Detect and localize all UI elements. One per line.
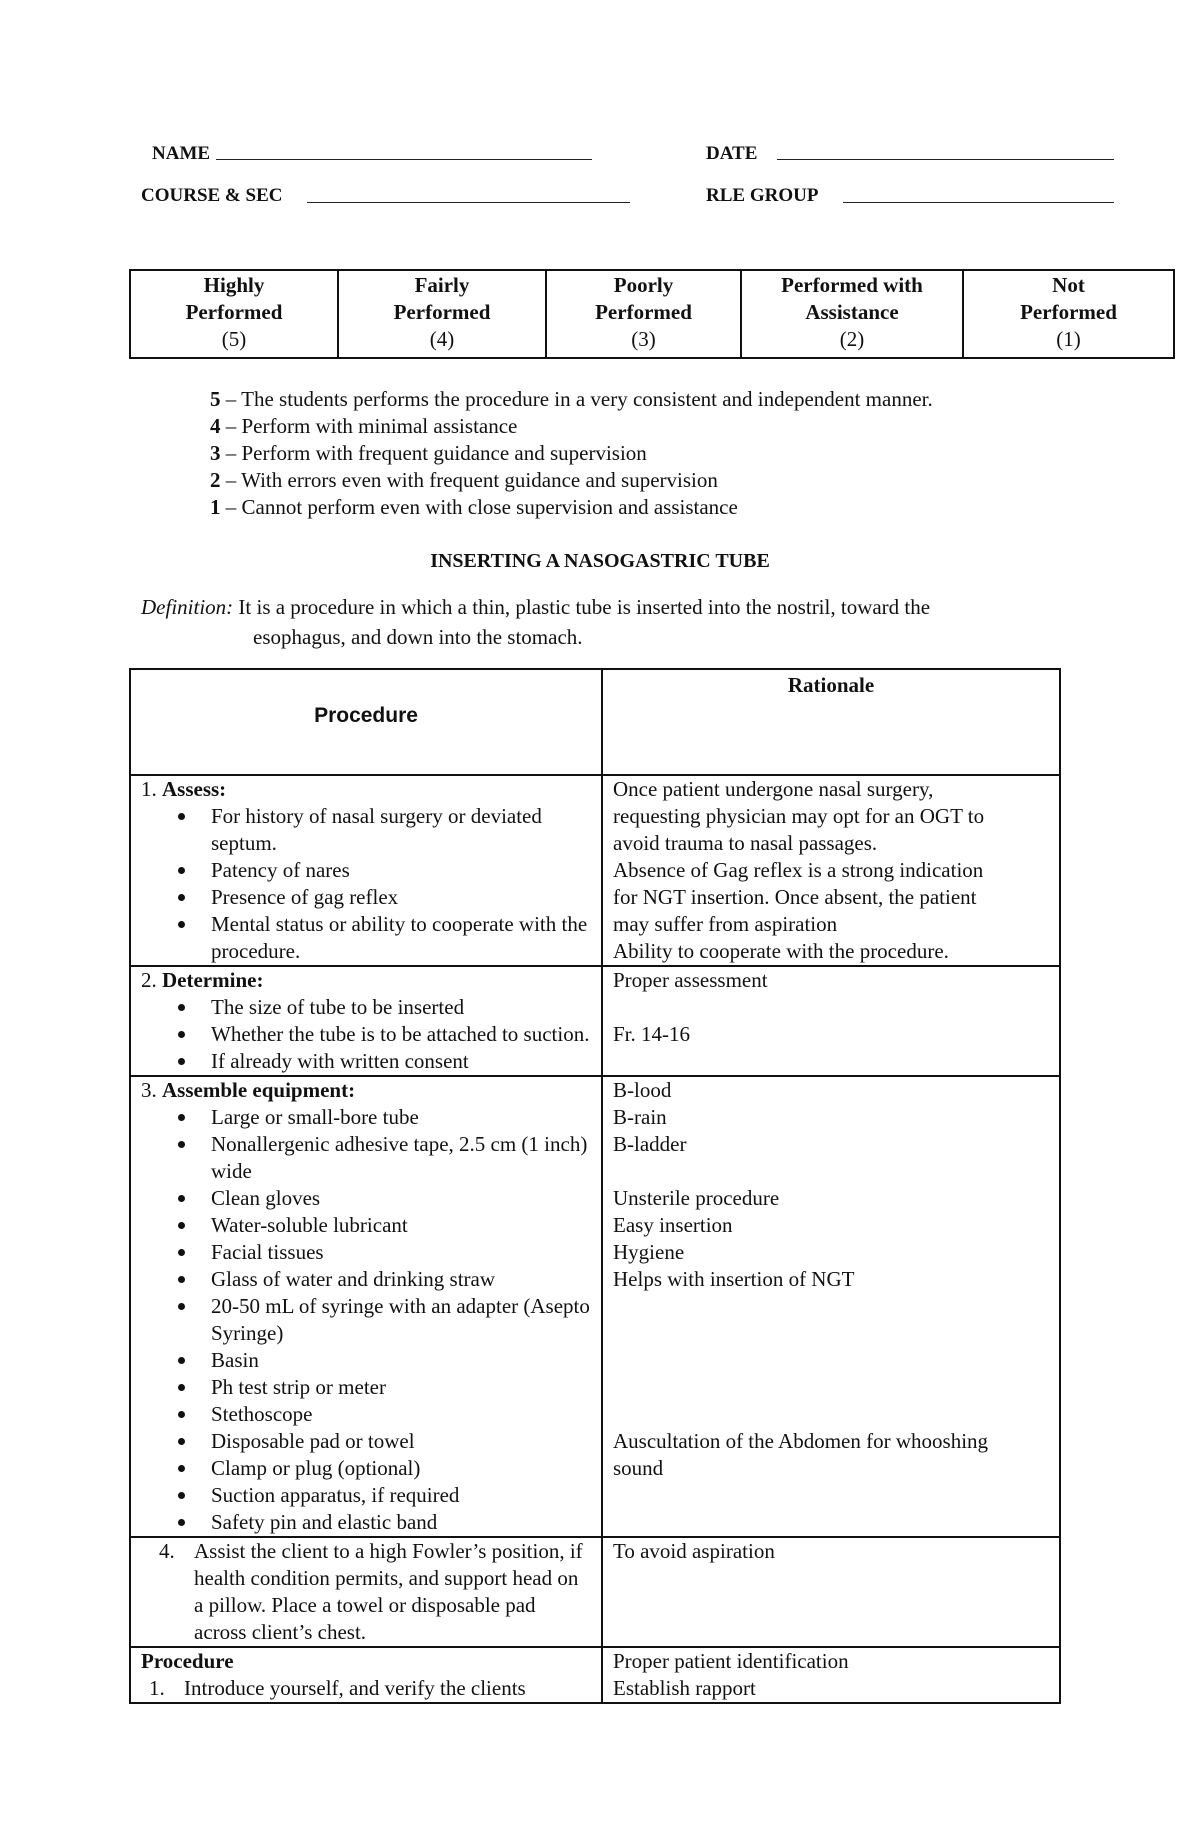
scale-highly-performed: Highly Performed (5) bbox=[130, 270, 338, 358]
list-item: Presence of gag reflex bbox=[211, 884, 591, 911]
rle-label: RLE GROUP bbox=[706, 185, 819, 206]
list-item: Stethoscope bbox=[211, 1401, 591, 1428]
rationale-cell: To avoid aspiration bbox=[602, 1537, 1060, 1647]
legend-item: 5 – The students performs the procedure in a very consistent and independent manner. bbox=[210, 387, 933, 411]
list-item: Disposable pad or towel bbox=[211, 1428, 591, 1455]
table-row bbox=[130, 775, 1060, 966]
scale-performed-with-assistance: Performed with Assistance (2) bbox=[741, 270, 963, 358]
list-item: Suction apparatus, if required bbox=[211, 1482, 591, 1509]
list-item: Whether the tube is to be attached to suction. bbox=[211, 1022, 590, 1046]
list-item: Water-soluble lubricant bbox=[211, 1212, 591, 1239]
procedure-cell: 1. Assess: For history of nasal surgery or deviated septum. Patency of nares Presence of gag reflex Mental status or ability to cooperate with the procedure. bbox=[130, 775, 602, 966]
list-item: Clamp or plug (optional) bbox=[211, 1455, 591, 1482]
legend-item: 1 – Cannot perform even with close supervision and assistance bbox=[210, 495, 738, 519]
scale-not-performed: Not Performed (1) bbox=[963, 270, 1174, 358]
list-item: 20-50 mL of syringe with an adapter (Asepto Syringe) bbox=[211, 1294, 590, 1345]
rationale-cell: Proper patient identification Establish rapport bbox=[602, 1647, 1060, 1703]
procedure-cell: 2. Determine: The size of tube to be inserted Whether the tube is to be attached to suction. If already with written consent bbox=[130, 966, 602, 1076]
list-item: Ph test strip or meter bbox=[211, 1374, 591, 1401]
legend-item: 4 – Perform with minimal assistance bbox=[210, 414, 518, 438]
list-item: Facial tissues bbox=[211, 1239, 591, 1266]
list-item: Safety pin and elastic band bbox=[211, 1509, 591, 1536]
list-item: Mental status or ability to cooperate with the procedure. bbox=[211, 911, 591, 965]
page-title: INSERTING A NASOGASTRIC TUBE bbox=[430, 550, 770, 572]
list-item: For history of nasal surgery or deviated septum. bbox=[211, 803, 591, 857]
table-row bbox=[130, 1076, 1060, 1537]
rationale-column-header: Rationale bbox=[602, 669, 1060, 775]
procedure-cell: 3. Assemble equipment: Large or small-bore tube Nonallergenic adhesive tape, 2.5 cm (1 inch) wide Clean gloves Water-soluble lubricant Facial tissues Glass of water and drinking straw 20-50 mL of syringe with an adapter (Asepto Syringe) Basin Ph test strip or meter Stethoscope Disposable pad or towel Clamp or plug (optional) Suction apparatus, if required Safety pin and elastic band bbox=[130, 1076, 602, 1537]
course-label: COURSE & SEC bbox=[141, 185, 283, 206]
definition: Definition: It is a procedure in which a thin, plastic tube is inserted into the nostril, toward the esophagus, and down into the stomach. bbox=[141, 595, 931, 649]
list-item: The size of tube to be inserted bbox=[211, 994, 591, 1021]
scale-fairly-performed: Fairly Performed (4) bbox=[338, 270, 546, 358]
rationale-cell: Proper assessment Fr. 14-16 bbox=[602, 966, 1060, 1076]
table-row bbox=[130, 1537, 1060, 1647]
name-field[interactable] bbox=[216, 159, 592, 160]
name-label: NAME bbox=[152, 143, 211, 164]
legend-item: 3 – Perform with frequent guidance and supervision bbox=[210, 441, 647, 465]
procedure-cell: Procedure 1. Introduce yourself, and verify the clients bbox=[130, 1647, 602, 1703]
list-item: If already with written consent bbox=[211, 1048, 591, 1075]
table-row bbox=[130, 966, 1060, 1076]
course-field[interactable] bbox=[307, 202, 630, 203]
date-label: DATE bbox=[706, 143, 758, 164]
procedure-cell: 4. Assist the client to a high Fowler’s position, if health condition permits, and support head on a pillow. Place a towel or disposable pad across client’s chest. bbox=[130, 1537, 602, 1647]
rating-scale-table bbox=[129, 269, 1175, 359]
legend-item: 2 – With errors even with frequent guidance and supervision bbox=[210, 468, 718, 492]
rationale-cell: B-lood B-rain B-ladder Unsterile procedure Easy insertion Hygiene Helps with insertion of NGT Auscultation of the Abdomen for whooshing sound bbox=[602, 1076, 1060, 1537]
list-item: Nonallergenic adhesive tape, 2.5 cm (1 inch) wide bbox=[211, 1131, 591, 1185]
definition-label: Definition: bbox=[141, 595, 234, 619]
list-item: Basin bbox=[211, 1347, 591, 1374]
list-item: Clean gloves bbox=[211, 1185, 591, 1212]
rationale-cell: Once patient undergone nasal surgery, requesting physician may opt for an OGT to avoid trauma to nasal passages. Absence of Gag reflex is a strong indication for NGT insertion. Once absent, the patient may suffer from aspiration Ability to cooperate with the procedure. bbox=[602, 775, 1060, 966]
date-field[interactable] bbox=[777, 159, 1114, 160]
procedure-table bbox=[129, 668, 1061, 1704]
rle-field[interactable] bbox=[843, 202, 1114, 203]
table-row bbox=[130, 1647, 1060, 1703]
rating-legend bbox=[210, 386, 933, 521]
procedure-column-header: Procedure bbox=[130, 669, 602, 775]
list-item: Glass of water and drinking straw bbox=[211, 1266, 591, 1293]
scale-poorly-performed: Poorly Performed (3) bbox=[546, 270, 741, 358]
list-item: Patency of nares bbox=[211, 857, 591, 884]
list-item: Large or small-bore tube bbox=[211, 1104, 591, 1131]
